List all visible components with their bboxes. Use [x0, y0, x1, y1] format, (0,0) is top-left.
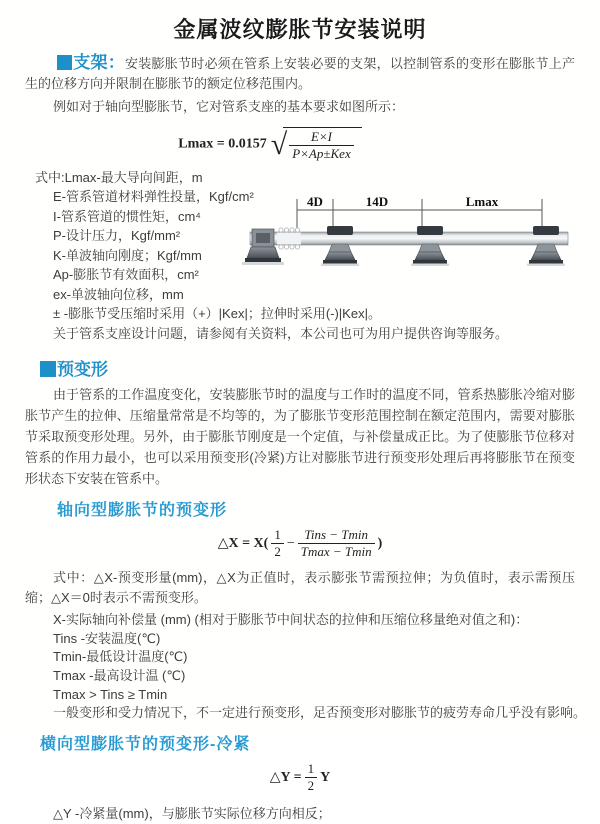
predeform-heading-label: 预变形	[57, 360, 108, 380]
lateral-formula	[25, 762, 575, 794]
axial-explain-paragraph: 式中：△X-预变形量(mm)，△X为正值时，表示膨张节需预拉伸；为负值时，表示需预压缩；△X＝0时表示不需预变形。	[25, 570, 575, 605]
definition-line: X-实际轴向补偿量 (mm) (相对于膨胀节中间状态的拉伸和压缩位移量绝对值之和)：	[53, 612, 529, 628]
lmax-formula-lhs: Lmax = 0.0157	[178, 136, 267, 152]
lateral-formula-lhs: △Y =	[269, 769, 302, 785]
support-intro-paragraph	[25, 53, 575, 94]
support-spacing-diagram	[236, 186, 596, 278]
half-fraction: $\frac{1}{2}$	[305, 762, 318, 794]
definition-line: ex-单波轴向位移，mm	[53, 286, 184, 302]
definition-line: Tmax -最高设计温 (℃)	[53, 668, 186, 684]
lateral-subheading: 横向型膨胀节的预变形-冷紧	[40, 735, 251, 753]
sqrt-symbol: √	[270, 127, 288, 161]
lateral-formula-rhs: Y	[320, 769, 331, 785]
predeform-section-heading	[25, 355, 575, 380]
definition-line: I-管系管道的惯性矩，cm⁴	[53, 208, 201, 224]
support-note-line: 关于管系支座设计问题，请参阅有关资料，本公司也可为用户提供咨询等服务。	[53, 325, 509, 341]
definition-line: 一般变形和受力情况下，不一定进行预变形，足否预变形对膨胀节的疲劳寿命几乎没有影响。	[53, 705, 587, 721]
dim-label-14d: 14D	[365, 194, 389, 209]
lmax-numerator: E×I	[310, 129, 332, 144]
axial-formula-lhs: △X = X(	[217, 536, 269, 552]
definition-line: 式中:Lmax-最大导向间距，m	[35, 169, 203, 185]
close-paren: )	[377, 536, 383, 552]
definition-line: ± -膨胀节受压缩时采用（+）|Kex|；拉伸时采用(-)|Kex|。	[53, 306, 381, 322]
definition-line: Tmin-最低设计温度(℃)	[53, 649, 188, 665]
definition-line: P-设计压力，Kgf/mm²	[53, 228, 181, 244]
support-section-heading	[57, 53, 125, 72]
definition-line: Ap-膨胀节有效面积，cm²	[53, 267, 199, 283]
predeform-body-paragraph: 由于管系的工作温度变化，安装膨胀节时的温度与工作时的温度不同，管系热膨胀冷缩对膨胀节产生的拉伸、压缩量常常是不均等的，为了膨胀节变形范围控制在额定范围内，需要对膨胀节采取预变形处理。另外，由于膨胀节刚度是一个定值，与补偿量成正比。为了使膨胀节位移对管系的作用力最小，也可以采用预变形(冷紧)方让对膨胀节进行预变形处理后再将膨胀节在预变形状态下安装在管系中。	[25, 387, 575, 487]
support-heading-label: 支架：	[73, 53, 125, 72]
minus-sign: −	[286, 536, 295, 552]
definition-line: E-管系管道材料弹性投量，Kgf/cm²	[53, 189, 254, 205]
axial-subheading: 轴向型膨胀节的预变形	[57, 502, 228, 520]
section-marker-icon	[57, 55, 72, 70]
half-fraction: $\frac{1}{2}$	[271, 528, 284, 560]
lmax-formula	[25, 127, 515, 162]
lmax-denominator: P×Ap±Kex	[289, 145, 354, 162]
dim-label-lmax: Lmax	[465, 194, 499, 209]
dim-label-4d: 4D	[307, 194, 323, 209]
temperature-fraction: $\frac{\text{Tins − Tmin}}{Tmax - Tmin}$	[298, 528, 375, 560]
axial-formula	[25, 528, 575, 560]
lmax-radicand	[283, 127, 362, 162]
bellows-icon	[277, 228, 301, 249]
definition-line: Tmax > Tins ≥ Tmin	[53, 686, 168, 702]
document-content	[0, 53, 600, 824]
example-line: 例如对于轴向型膨胀节，它对管系支座的基本要求如图所示：	[53, 99, 405, 114]
axial-definitions	[25, 611, 587, 723]
lateral-explain-line: △Y -冷紧量(mm)，与膨胀节实际位移方向相反；	[53, 805, 331, 821]
support-intro-text: 安装膨胀节时必须在管系上安装必要的支架，以控制管系的变形在膨胀节上产生的位移方向并限制在膨胀节的额定位移范围内。	[25, 56, 575, 91]
page-title: 金属波纹膨胀节安装说明	[173, 17, 427, 42]
definition-line: Tins -安装温度(℃)	[53, 630, 161, 646]
section-marker-icon	[40, 361, 56, 377]
definition-line: K-单波轴向刚度；Kgf/mm	[53, 247, 202, 263]
